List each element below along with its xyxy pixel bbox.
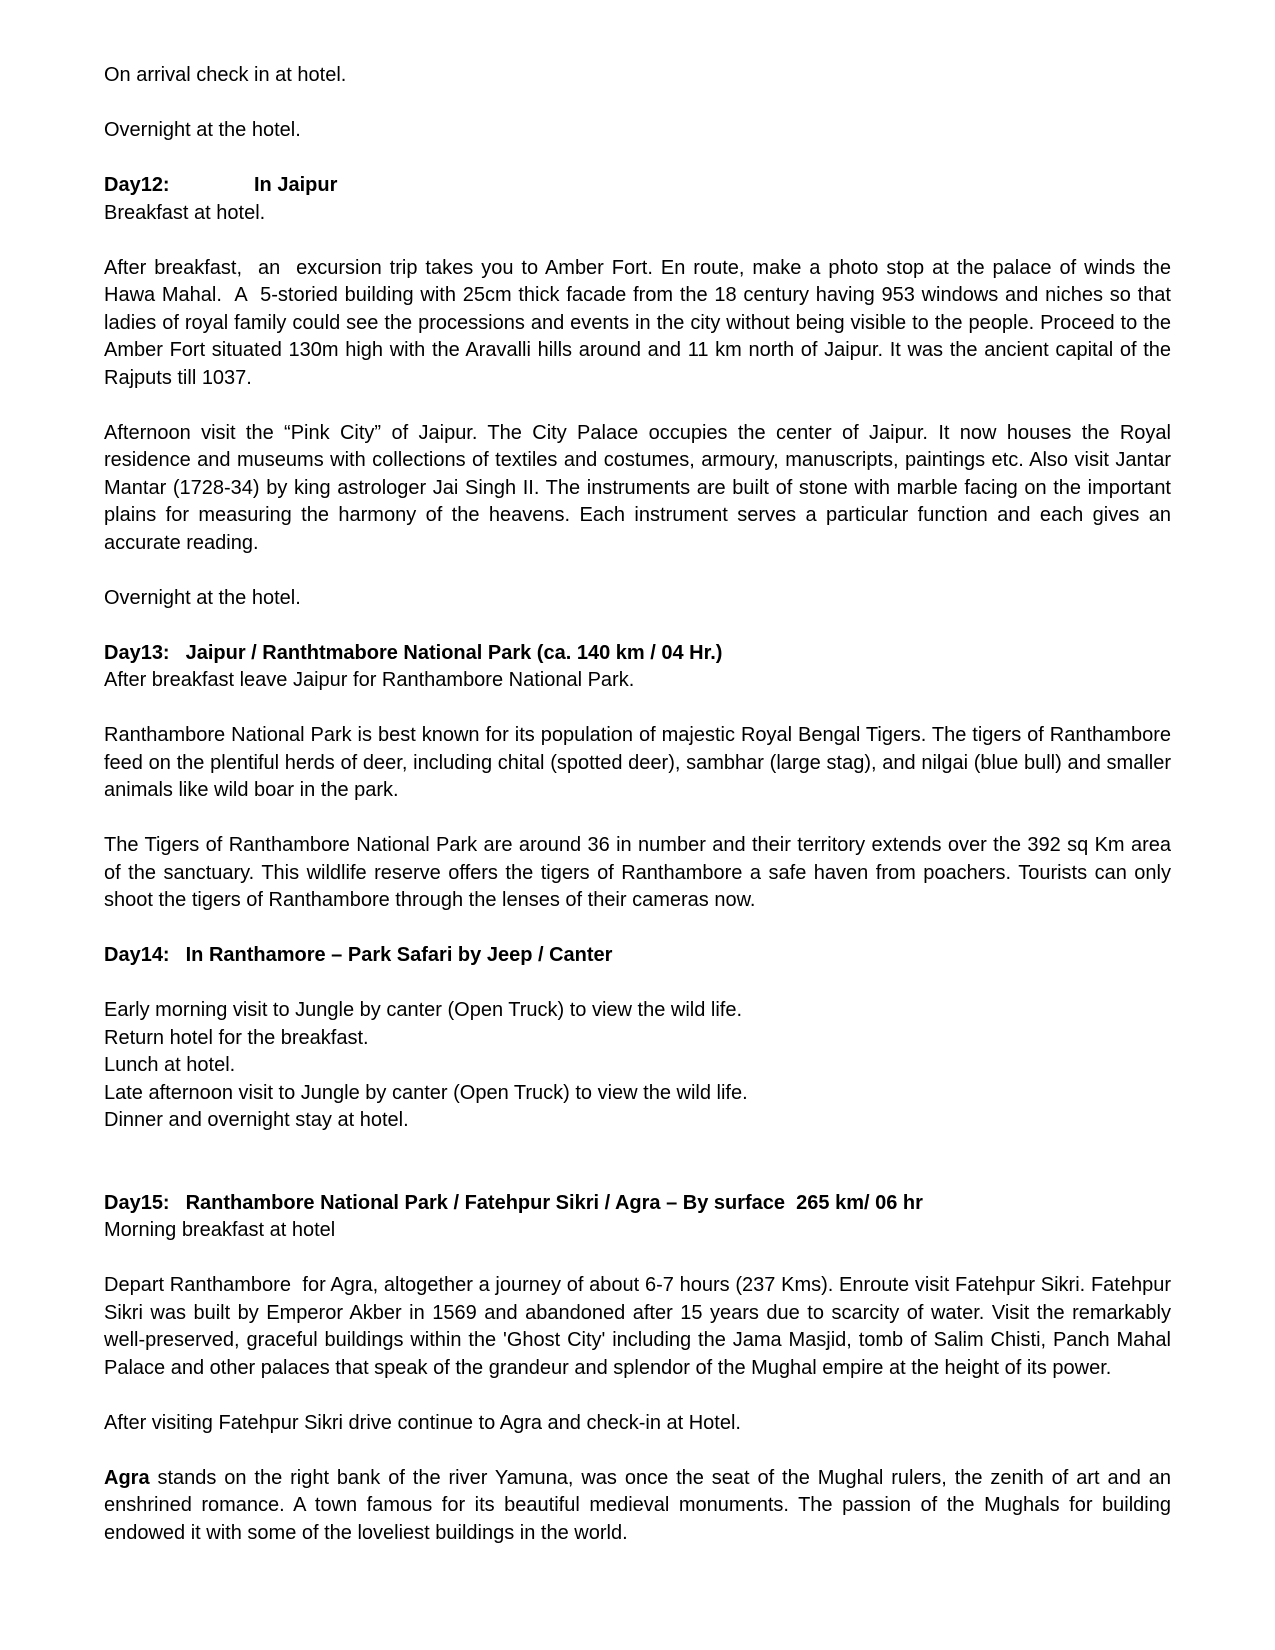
day13-label: Day13: xyxy=(104,641,170,664)
spacer xyxy=(104,695,1171,723)
spacer xyxy=(104,557,1171,585)
paragraph-ranthambore-tigers: Ranthambore National Park is best known for its population of majestic Royal Bengal Tigers. The tigers of Ranthambore feed on the plentiful herds of deer, including chital (spotted deer), sambhar (large stag), and nilgai (blue bull) and smaller animals like wild boar in the park. xyxy=(104,724,1177,801)
paragraph-amber-fort: After breakfast, an excursion trip takes you to Amber Fort. En route, make a photo stop at the palace of winds the Hawa Mahal. A 5-storied building with 25cm thick facade from the 18 century having 953 windows and niches so that ladies of royal family could see the processions and events in the city without being visible to the people. Proceed to the Amber Fort situated 130m high with the Aravalli hills around and 11 km north of Jaipur. It was the ancient capital of the Rajputs till 1037. xyxy=(104,256,1177,389)
heading-day13 xyxy=(104,640,1171,668)
paragraph-breakfast: Breakfast at hotel. xyxy=(104,201,266,224)
agra-lead-word: Agra xyxy=(104,1466,150,1489)
paragraph-overnight-1: Overnight at the hotel. xyxy=(104,119,301,141)
day13-title: Jaipur / Ranthtmabore National Park (ca. 140 km / 04 Hr.) xyxy=(185,641,723,664)
spacer xyxy=(104,1135,1171,1190)
paragraph-day14-line-2: Return hotel for the breakfast. xyxy=(104,1026,369,1049)
paragraph-day14-line-3: Lunch at hotel. xyxy=(104,1054,236,1076)
day15-title: Ranthambore National Park / Fatehpur Sikri / Agra – By surface 265 km/ 06 hr xyxy=(185,1191,923,1214)
paragraph-overnight-2: Overnight at the hotel. xyxy=(104,586,301,609)
spacer xyxy=(104,1382,1171,1410)
paragraph-ranthambore-territory: The Tigers of Ranthambore National Park are around 36 in number and their territory extends over the 392 sq Km area of the sanctuary. This wildlife reserve offers the tigers of Ranthambore a safe haven from poachers. Tourists can only shoot the tigers of Ranthambore through the lenses of their cameras now. xyxy=(104,834,1177,911)
paragraph-day14-line-5: Dinner and overnight stay at hotel. xyxy=(104,1109,409,1131)
day12-title: In Jaipur xyxy=(254,174,338,196)
paragraph-day14-line-1: Early morning visit to Jungle by canter (Open Truck) to view the wild life. xyxy=(104,999,743,1021)
spacer xyxy=(104,970,1171,998)
spacer xyxy=(104,392,1171,420)
paragraph-leave-jaipur: After breakfast leave Jaipur for Ranthambore National Park. xyxy=(104,669,635,691)
heading-day12 xyxy=(104,172,1171,200)
spacer xyxy=(104,805,1171,833)
paragraph-arrival: On arrival check in at hotel. xyxy=(104,64,347,86)
spacer xyxy=(104,612,1171,640)
day12-label: Day12: xyxy=(104,174,170,196)
paragraph-depart-ranthambore: Depart Ranthambore for Agra, altogether a journey of about 6-7 hours (237 Kms). Enroute visit Fatehpur Sikri. Fatehpur Sikri was built by Emperor Akber in 1569 and abandoned after 15 years due to scarcity of water. Visit the remarkably well-preserved, graceful buildings within the 'Ghost City' including the Jama Masjid, tomb of Salim Chisti, Panch Mahal Palace and other palaces that speak of the grandeur and splendor of the Mughal empire at the height of its power. xyxy=(104,1274,1177,1379)
spacer xyxy=(104,145,1171,173)
day15-label: Day15: xyxy=(104,1191,170,1214)
paragraph-after-visiting: After visiting Fatehpur Sikri drive continue to Agra and check-in at Hotel. xyxy=(104,1411,741,1434)
spacer xyxy=(104,915,1171,943)
day14-title: In Ranthamore – Park Safari by Jeep / Canter xyxy=(185,944,613,966)
paragraph-day14-line-4: Late afternoon visit to Jungle by canter (Open Truck) to view the wild life. xyxy=(104,1081,748,1104)
day14-label: Day14: xyxy=(104,944,170,966)
spacer xyxy=(104,1245,1171,1273)
spacer xyxy=(104,1437,1171,1465)
paragraph-agra xyxy=(104,1465,1177,1548)
heading-day14 xyxy=(104,942,1171,970)
paragraph-morning-breakfast: Morning breakfast at hotel xyxy=(104,1219,336,1241)
agra-paragraph-rest: stands on the right bank of the river Yamuna, was once the seat of the Mughal rulers, the zenith of art and an enshrined romance. A town famous for its beautiful medieval monuments. The passion of the Mughals for building endowed it with some of the loveliest buildings in the world. xyxy=(104,1466,1177,1544)
heading-day15 xyxy=(104,1190,1171,1218)
paragraph-pink-city: Afternoon visit the “Pink City” of Jaipur. The City Palace occupies the center of Jaipur. It now houses the Royal residence and museums with collections of textiles and costumes, armoury, manuscripts, paintings etc. Also visit Jantar Mantar (1728-34) by king astrologer Jai Singh II. The instruments are built of stone with marble facing on the important plains for measuring the harmony of the heavens. Each instrument serves a particular function and each gives an accurate reading. xyxy=(104,421,1177,554)
spacer xyxy=(104,90,1171,118)
spacer xyxy=(104,227,1171,255)
